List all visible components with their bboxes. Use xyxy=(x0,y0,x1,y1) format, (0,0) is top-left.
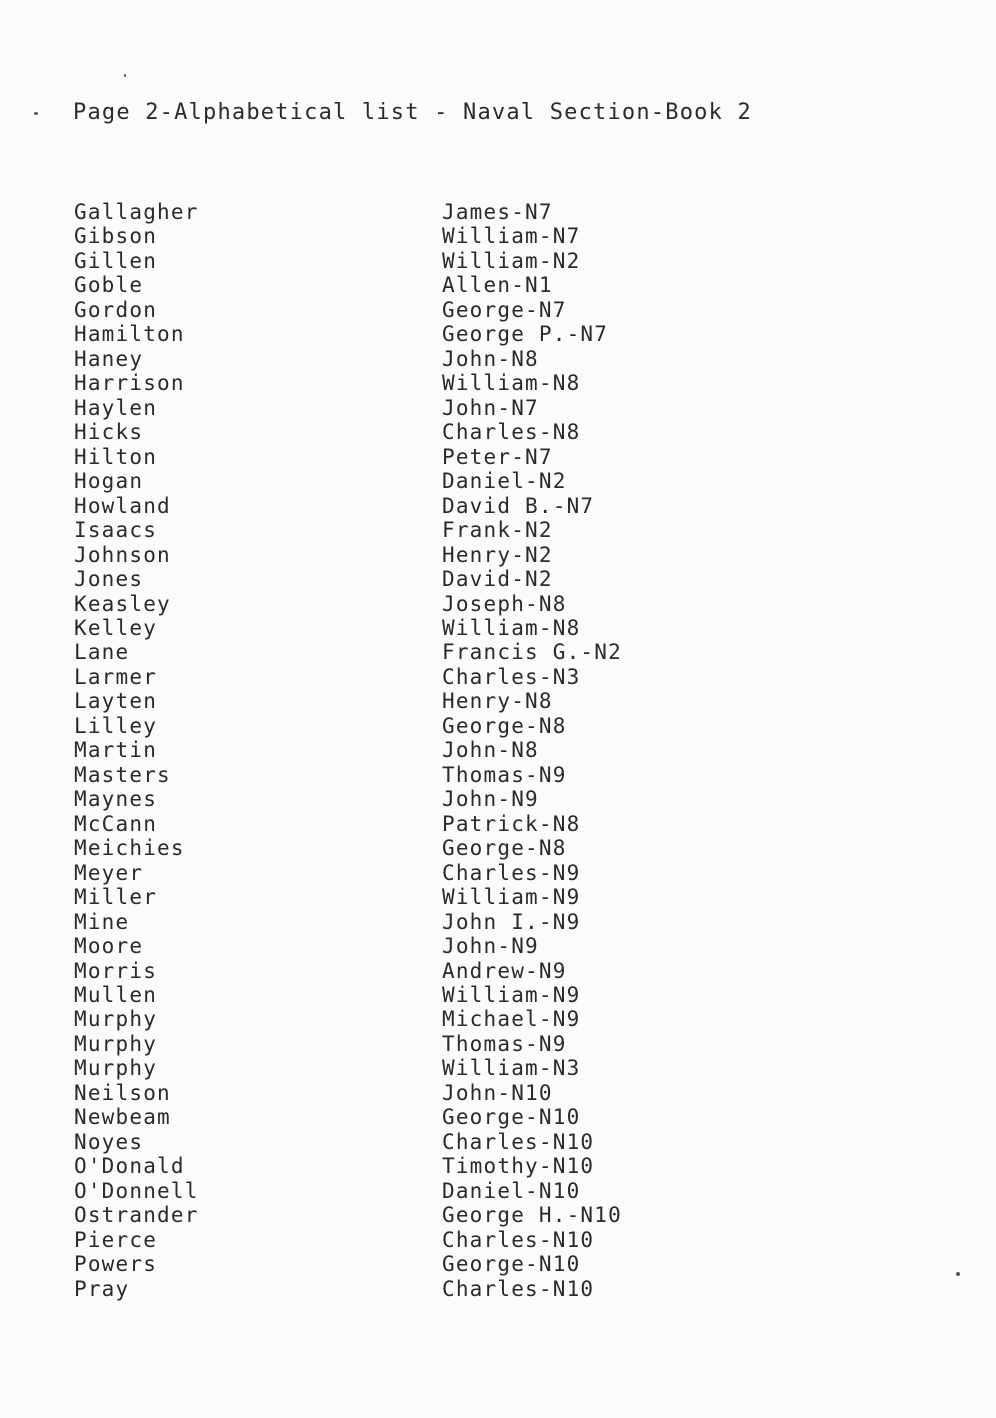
list-row xyxy=(74,934,714,958)
given-name-ref: John-N7 xyxy=(442,395,539,420)
surname: Kelley xyxy=(74,615,158,640)
surname: Hicks xyxy=(74,420,144,445)
list-row xyxy=(74,689,714,713)
given-name-ref: George P.-N7 xyxy=(442,322,609,347)
list-row xyxy=(74,322,714,346)
surname: Powers xyxy=(74,1252,158,1277)
given-name-ref: Charles-N10 xyxy=(442,1227,595,1252)
given-name-ref: John-N10 xyxy=(442,1080,553,1105)
given-name-ref: Daniel-N2 xyxy=(442,469,567,494)
list-row xyxy=(74,1252,714,1276)
list-row xyxy=(74,396,714,420)
list-row xyxy=(74,714,714,738)
surname: Moore xyxy=(74,934,144,959)
given-name-ref: George-N7 xyxy=(442,297,567,322)
given-name-ref: George-N8 xyxy=(442,713,567,738)
surname: Murphy xyxy=(74,1056,158,1081)
surname: Gillen xyxy=(74,248,158,273)
surname: Hilton xyxy=(74,444,158,469)
list-row xyxy=(74,640,714,664)
surname: Neilson xyxy=(74,1080,171,1105)
given-name-ref: William-N9 xyxy=(442,983,581,1007)
scan-speck xyxy=(124,74,126,77)
surname: Murphy xyxy=(74,1031,158,1056)
surname: Haney xyxy=(74,346,144,371)
list-row xyxy=(74,910,714,934)
surname: McCann xyxy=(74,811,158,836)
list-row xyxy=(74,983,714,1007)
list-row xyxy=(74,1179,714,1203)
given-name-ref: Allen-N1 xyxy=(442,273,553,298)
given-name-ref: John I.-N9 xyxy=(442,909,581,934)
scan-speck xyxy=(956,1272,960,1276)
surname: Meichies xyxy=(74,836,185,861)
surname: Martin xyxy=(74,738,158,763)
list-row xyxy=(74,1032,714,1056)
given-name-ref: James-N7 xyxy=(442,200,553,224)
given-name-ref: Timothy-N10 xyxy=(442,1154,595,1179)
surname: Gibson xyxy=(74,224,158,249)
given-name-ref: Daniel-N10 xyxy=(442,1178,581,1203)
list-row xyxy=(74,371,714,395)
list-row xyxy=(74,592,714,616)
given-name-ref: George-N10 xyxy=(442,1252,581,1277)
given-name-ref: William-N9 xyxy=(442,885,581,910)
given-name-ref: Francis G.-N2 xyxy=(442,640,622,665)
list-row xyxy=(74,445,714,469)
given-name-ref: John-N8 xyxy=(442,346,539,371)
surname: Ostrander xyxy=(74,1203,199,1228)
surname: Haylen xyxy=(74,395,158,420)
given-name-ref: Charles-N10 xyxy=(442,1129,595,1154)
given-name-ref: William-N8 xyxy=(442,615,581,640)
list-row xyxy=(74,1081,714,1105)
given-name-ref: John-N9 xyxy=(442,787,539,812)
surname: O'Donald xyxy=(74,1154,185,1179)
surname: Larmer xyxy=(74,664,158,689)
list-row xyxy=(74,1277,714,1301)
surname: Gordon xyxy=(74,297,158,322)
list-row xyxy=(74,1056,714,1080)
surname: Maynes xyxy=(74,787,158,812)
list-row xyxy=(74,1203,714,1227)
surname: Howland xyxy=(74,493,171,518)
list-row xyxy=(74,1228,714,1252)
page-header: Page 2-Alphabetical list - Naval Section-Book 2 xyxy=(73,100,752,125)
surname: Jones xyxy=(74,567,144,592)
list-row xyxy=(74,469,714,493)
surname: Isaacs xyxy=(74,518,158,543)
surname: Pray xyxy=(74,1276,130,1301)
surname: Mullen xyxy=(74,983,158,1007)
list-row xyxy=(74,518,714,542)
given-name-ref: William-N8 xyxy=(442,371,581,396)
given-name-ref: Joseph-N8 xyxy=(442,591,567,616)
surname: Morris xyxy=(74,958,158,983)
surname: Goble xyxy=(74,273,144,298)
surname: Noyes xyxy=(74,1129,144,1154)
list-row xyxy=(74,836,714,860)
list-row xyxy=(74,224,714,248)
surname: Gallagher xyxy=(74,200,199,224)
given-name-ref: William-N3 xyxy=(442,1056,581,1081)
surname: Masters xyxy=(74,762,171,787)
given-name-ref: William-N2 xyxy=(442,248,581,273)
given-name-ref: Charles-N9 xyxy=(442,860,581,885)
list-row xyxy=(74,665,714,689)
given-name-ref: David B.-N7 xyxy=(442,493,595,518)
list-row xyxy=(74,567,714,591)
surname: Newbeam xyxy=(74,1105,171,1130)
list-row xyxy=(74,249,714,273)
given-name-ref: George H.-N10 xyxy=(442,1203,622,1228)
given-name-ref: Peter-N7 xyxy=(442,444,553,469)
surname: Layten xyxy=(74,689,158,714)
given-name-ref: William-N7 xyxy=(442,224,581,249)
list-row xyxy=(74,763,714,787)
given-name-ref: David-N2 xyxy=(442,567,553,592)
name-list xyxy=(74,200,714,1301)
given-name-ref: Charles-N8 xyxy=(442,420,581,445)
given-name-ref: Henry-N2 xyxy=(442,542,553,567)
given-name-ref: Charles-N3 xyxy=(442,664,581,689)
surname: Johnson xyxy=(74,542,171,567)
list-row xyxy=(74,738,714,762)
given-name-ref: Thomas-N9 xyxy=(442,762,567,787)
given-name-ref: Henry-N8 xyxy=(442,689,553,714)
surname: Keasley xyxy=(74,591,171,616)
list-row xyxy=(74,616,714,640)
list-row xyxy=(74,1007,714,1031)
surname: Harrison xyxy=(74,371,185,396)
surname: Miller xyxy=(74,885,158,910)
list-row xyxy=(74,420,714,444)
list-row xyxy=(74,347,714,371)
list-row xyxy=(74,1105,714,1129)
given-name-ref: Andrew-N9 xyxy=(442,958,567,983)
given-name-ref: Thomas-N9 xyxy=(442,1031,567,1056)
scan-speck xyxy=(34,112,38,115)
list-row xyxy=(74,959,714,983)
given-name-ref: John-N9 xyxy=(442,934,539,959)
given-name-ref: Frank-N2 xyxy=(442,518,553,543)
surname: O'Donnell xyxy=(74,1178,199,1203)
given-name-ref: Patrick-N8 xyxy=(442,811,581,836)
surname: Lilley xyxy=(74,713,158,738)
list-row xyxy=(74,200,714,224)
list-row xyxy=(74,543,714,567)
given-name-ref: Michael-N9 xyxy=(442,1007,581,1032)
list-row xyxy=(74,812,714,836)
given-name-ref: George-N8 xyxy=(442,836,567,861)
list-row xyxy=(74,861,714,885)
surname: Murphy xyxy=(74,1007,158,1032)
list-row xyxy=(74,298,714,322)
list-row xyxy=(74,273,714,297)
list-row xyxy=(74,1154,714,1178)
surname: Meyer xyxy=(74,860,144,885)
list-row xyxy=(74,494,714,518)
given-name-ref: John-N8 xyxy=(442,738,539,763)
given-name-ref: Charles-N10 xyxy=(442,1276,595,1301)
surname: Hogan xyxy=(74,469,144,494)
surname: Pierce xyxy=(74,1227,158,1252)
surname: Mine xyxy=(74,909,130,934)
given-name-ref: George-N10 xyxy=(442,1105,581,1130)
surname: Lane xyxy=(74,640,130,665)
list-row xyxy=(74,787,714,811)
surname: Hamilton xyxy=(74,322,185,347)
list-row xyxy=(74,885,714,909)
list-row xyxy=(74,1130,714,1154)
